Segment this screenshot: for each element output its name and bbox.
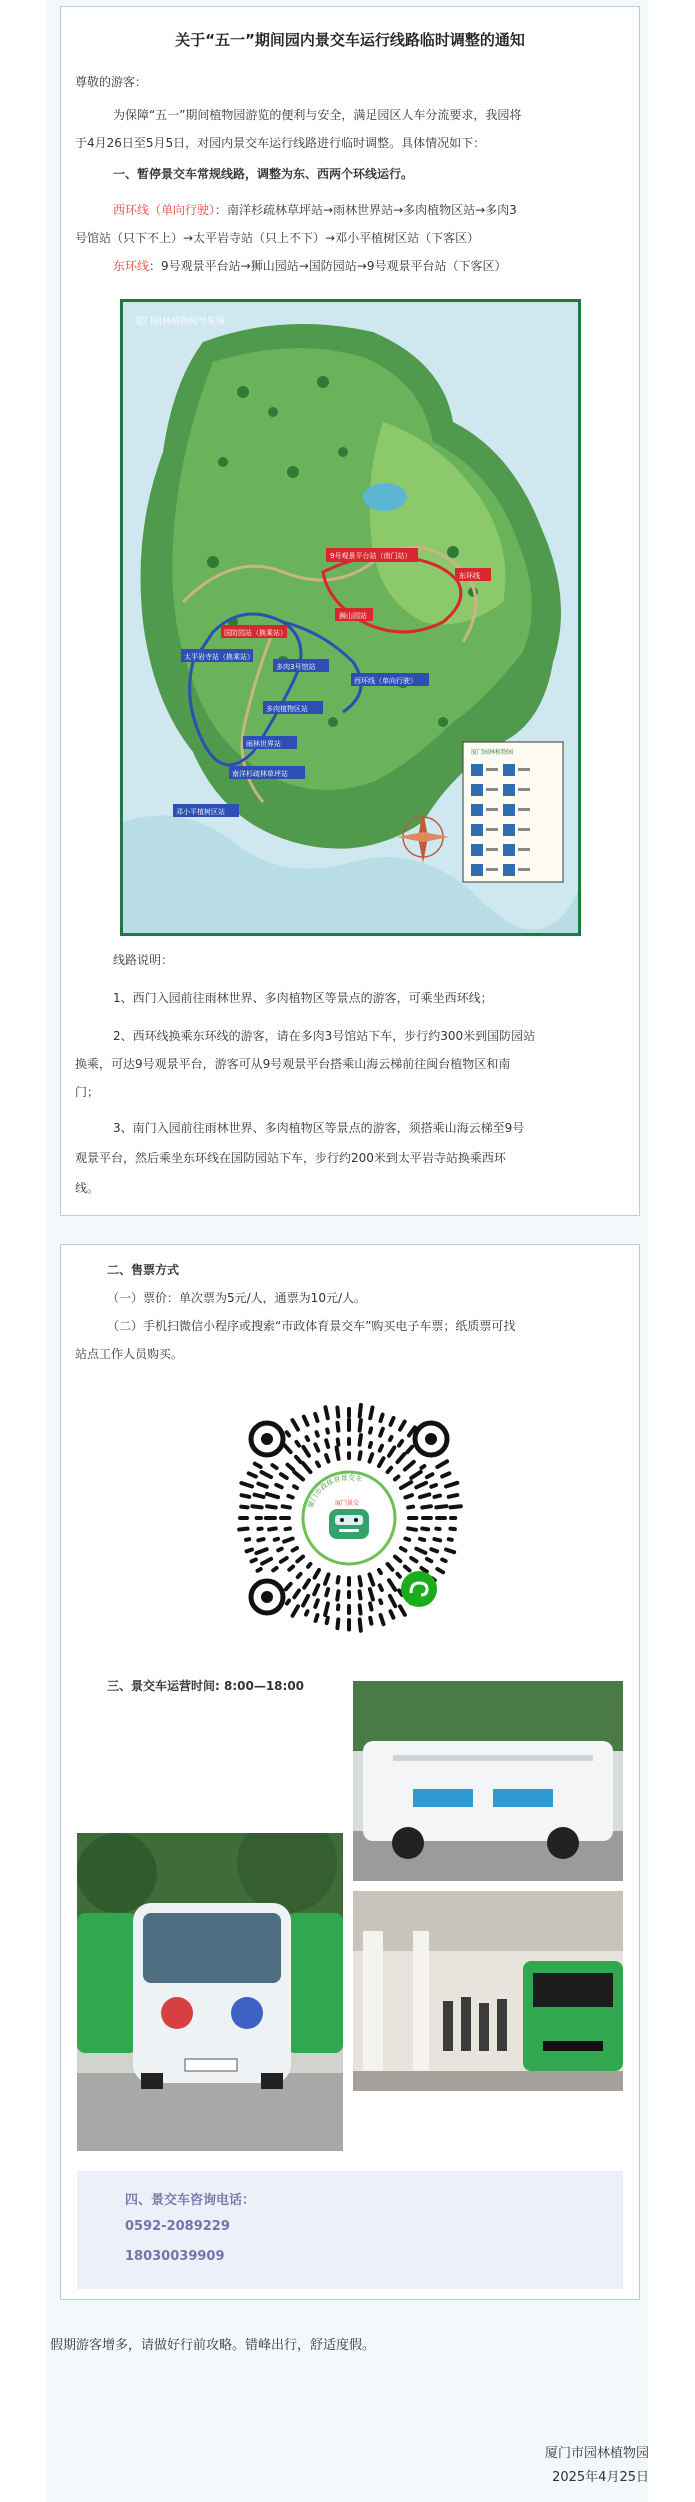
code-tick — [401, 1548, 405, 1551]
code-tick — [258, 1569, 261, 1571]
code-tick — [427, 1474, 432, 1477]
code-tick — [252, 1506, 261, 1507]
code-tick — [420, 1539, 424, 1540]
code-tick — [256, 1549, 266, 1553]
code-tick — [370, 1574, 374, 1584]
code-tick — [241, 1483, 252, 1486]
mini-program-logo-icon — [401, 1571, 437, 1607]
code-tick — [411, 1558, 416, 1561]
code-tick — [315, 1414, 317, 1421]
code-tick — [446, 1550, 454, 1553]
west-loop-label: 西环线（单向行驶） — [113, 203, 216, 217]
code-tick — [360, 1420, 361, 1431]
code-tick — [446, 1483, 457, 1487]
code-tick — [370, 1454, 373, 1461]
code-tick — [399, 1441, 402, 1446]
east-loop-label: 东环线 — [113, 259, 150, 273]
code-tick — [306, 1611, 308, 1614]
code-tick — [294, 1486, 297, 1488]
code-tick — [400, 1422, 405, 1430]
greeting: 尊敬的游客： — [75, 75, 148, 89]
code-tick — [360, 1591, 361, 1598]
code-tick — [449, 1539, 452, 1540]
code-tick — [407, 1447, 412, 1453]
contact-box — [77, 2171, 623, 2289]
code-tick — [379, 1570, 381, 1573]
code-tick — [400, 1606, 405, 1614]
code-tick — [252, 1559, 256, 1561]
code-tick — [325, 1407, 327, 1418]
code-tick — [284, 1539, 293, 1542]
park-map — [120, 299, 581, 936]
route-note-3-line-3: 线。 — [75, 1181, 100, 1195]
code-tick — [267, 1506, 276, 1507]
code-tick — [405, 1495, 412, 1497]
code-tick — [405, 1462, 414, 1470]
code-tick — [360, 1605, 361, 1613]
code-tick — [293, 1548, 297, 1551]
code-tick — [242, 1495, 250, 1497]
code-tick — [390, 1596, 395, 1606]
map-label-lion-garden: 狮山园站 — [339, 612, 367, 620]
hours-heading: 三、景交车运营时间: 8:00—18:00 — [107, 1679, 305, 1693]
ticket-card — [60, 1244, 640, 2300]
code-tick — [272, 1465, 276, 1468]
code-tick — [286, 1528, 290, 1529]
code-tick — [294, 1472, 303, 1479]
code-tick — [326, 1589, 328, 1595]
code-tick — [296, 1457, 301, 1462]
route-note-1: 1、西门入园前往雨林世界、多肉植物区等景点的游客，可乘坐西环线； — [113, 991, 493, 1005]
code-tick — [338, 1577, 339, 1582]
code-tick — [241, 1507, 247, 1508]
intro-line-2: 于4月26日至5月5日，对园内景交车运行线路进行临时调整。具体情况如下： — [75, 136, 486, 150]
route-note-3-line-2: 观景平台，然后乘坐东环线在国防园站下车，步行约200米到太平岩寺站换乘西环 — [75, 1151, 506, 1165]
west-route-text: ：南洋杉疏林草坪站→雨林世界站→多肉植物区站→多肉3 — [215, 203, 517, 217]
code-tick — [315, 1444, 318, 1450]
code-tick — [303, 1463, 311, 1472]
map-label-succulent3: 多肉3号馆站 — [276, 663, 316, 671]
code-tick — [442, 1473, 449, 1476]
code-tick — [431, 1549, 437, 1551]
code-tick — [381, 1615, 384, 1624]
code-tick — [273, 1568, 276, 1570]
code-tick — [370, 1407, 372, 1418]
bus-mascot-icon — [329, 1509, 369, 1539]
code-tick — [359, 1577, 360, 1585]
code-tick — [397, 1454, 404, 1462]
code-tick — [292, 1420, 298, 1430]
code-tick — [422, 1506, 431, 1507]
code-tick — [379, 1458, 384, 1466]
west-route-line-1 — [113, 197, 517, 224]
route-note-2-line-2: 换乘，可达9号观景平台，游客可从9号观景平台搭乘山海云梯前往闽台植物区和南 — [75, 1057, 511, 1071]
code-tick — [281, 1558, 287, 1562]
code-tick — [289, 1566, 293, 1569]
code-tick — [278, 1549, 281, 1551]
code-tick — [261, 1472, 271, 1477]
code-tick — [276, 1485, 281, 1487]
footer-date: 2025年4月25日 — [552, 2470, 649, 2485]
code-tick — [316, 1615, 318, 1621]
code-tick — [326, 1455, 328, 1462]
code-tick — [297, 1557, 303, 1562]
code-tick — [258, 1539, 263, 1540]
route-notes-heading: 线路说明： — [113, 953, 174, 967]
code-tick — [370, 1618, 371, 1624]
mini-program-code-graphic — [229, 1399, 469, 1637]
code-tick — [275, 1539, 278, 1540]
code-tick — [360, 1405, 361, 1417]
code-tick — [437, 1461, 447, 1467]
footer-note: 假期游客增多，请做好行前攻略。错峰出行，舒适度假。 — [50, 2338, 376, 2353]
code-tick — [421, 1466, 424, 1468]
code-tick — [337, 1423, 338, 1431]
map-label-west-loop: 西环线（单向行驶） — [354, 677, 417, 685]
code-tick — [287, 1465, 293, 1470]
map-label-taiping: 太平岩寺站（换乘站） — [184, 653, 254, 661]
code-tick — [281, 1474, 287, 1478]
code-tick — [450, 1506, 460, 1507]
code-tick — [434, 1496, 439, 1497]
code-tick — [380, 1446, 382, 1451]
code-tick — [249, 1473, 256, 1476]
code-tick — [337, 1408, 338, 1417]
map-label-deng-tree: 邓小平植树区站 — [176, 808, 225, 816]
photo-bus-side — [353, 1681, 623, 1881]
photo-bus-station — [353, 1891, 623, 2091]
code-tick — [262, 1559, 271, 1564]
code-tick — [287, 1601, 289, 1604]
code-tick — [317, 1462, 319, 1466]
code-tick — [298, 1574, 301, 1577]
code-tick — [408, 1507, 413, 1508]
code-tick — [380, 1585, 382, 1590]
code-tick — [390, 1437, 392, 1440]
code-tick — [370, 1428, 371, 1432]
code-tick — [337, 1447, 339, 1458]
code-tick — [370, 1443, 371, 1447]
code-tick — [325, 1574, 328, 1583]
code-tick — [327, 1429, 328, 1432]
qr-badge-text: 厦门景交 — [335, 1500, 360, 1507]
code-tick — [436, 1506, 446, 1507]
map-label-defense-garden: 国防园站（换乘站） — [224, 629, 287, 637]
contact-heading: 四、景交车咨询电话： — [125, 2193, 256, 2208]
east-route-line — [113, 253, 506, 280]
code-tick — [437, 1569, 443, 1572]
contact-phone-2[interactable]: 18030039909 — [125, 2249, 225, 2264]
code-tick — [255, 1495, 264, 1497]
code-tick — [296, 1442, 299, 1446]
tickets-heading: 二、售票方式 — [107, 1263, 180, 1277]
code-tick — [401, 1482, 411, 1488]
code-tick — [388, 1564, 393, 1570]
contact-phone-1[interactable]: 0592-2089229 — [125, 2219, 230, 2234]
code-tick — [258, 1484, 266, 1487]
ticket-buy-line-1: （二）手机扫微信小程序或搜索“市政体育景交车”购买电子车票；纸质票可找 — [107, 1319, 516, 1333]
code-tick — [380, 1429, 383, 1436]
code-tick — [315, 1600, 318, 1607]
map-label-rainforest: 雨林世界站 — [246, 740, 281, 748]
code-tick — [286, 1584, 291, 1589]
code-tick — [395, 1557, 400, 1561]
code-tick — [389, 1580, 395, 1590]
code-tick — [294, 1590, 299, 1597]
code-tick — [421, 1568, 426, 1572]
code-tick — [283, 1506, 290, 1507]
code-tick — [255, 1464, 261, 1467]
code-tick — [267, 1494, 278, 1497]
code-tick — [288, 1496, 292, 1498]
code-tick — [308, 1564, 310, 1567]
code-tick — [411, 1472, 421, 1478]
code-tick — [427, 1559, 431, 1561]
code-tick — [449, 1495, 458, 1497]
code-tick — [405, 1539, 409, 1540]
code-tick — [405, 1566, 410, 1570]
ticket-buy-line-2: 站点工作人员购买。 — [75, 1347, 184, 1361]
code-tick — [239, 1529, 247, 1530]
code-tick — [390, 1611, 393, 1617]
code-tick — [325, 1603, 328, 1615]
code-tick — [431, 1485, 436, 1487]
code-tick — [370, 1589, 373, 1600]
code-tick — [307, 1437, 309, 1440]
code-tick — [416, 1549, 425, 1553]
code-tick — [359, 1452, 360, 1459]
code-tick — [287, 1432, 289, 1435]
code-tick — [304, 1580, 309, 1587]
code-tick — [360, 1435, 361, 1445]
code-tick — [422, 1529, 428, 1530]
code-tick — [269, 1529, 276, 1530]
code-tick — [247, 1550, 252, 1552]
route-note-3-line-1: 3、南门入园前往雨林世界、多肉植物区等景点的游客，须搭乘山海云梯至9号 — [113, 1121, 525, 1135]
section1-heading: 一、暂停景交车常规线路，调整为东、西两个环线运行。 — [113, 167, 414, 181]
map-label-araucaria: 南洋杉疏林草坪站 — [232, 770, 288, 778]
intro-line-1: 为保障“五一”期间植物园游览的便利与安全，满足园区人车分流要求，我园将 — [113, 108, 522, 122]
code-tick — [284, 1444, 291, 1452]
code-tick — [338, 1439, 339, 1444]
notice-card — [60, 6, 640, 1216]
map-label-east-loop: 东环线 — [459, 572, 480, 580]
code-tick — [397, 1574, 399, 1577]
code-tick — [408, 1528, 416, 1529]
code-tick — [416, 1483, 426, 1487]
map-label-succulent-zone: 多肉植物区站 — [266, 705, 308, 713]
code-tick — [293, 1606, 298, 1615]
code-tick — [337, 1619, 338, 1628]
code-tick — [337, 1591, 338, 1599]
code-tick — [303, 1447, 309, 1456]
west-route-line-2: 号馆站（只下不上）→太平岩寺站（只上不下）→邓小平植树区站（下客区） — [75, 231, 480, 245]
code-tick — [314, 1585, 318, 1594]
ticket-price: （一）票价：单次票为5元/人，通票为10元/人。 — [107, 1291, 366, 1305]
route-note-2-line-1: 2、西环线换乘东环线的游客，请在多肉3号馆站下车，步行约300米到国防园站 — [113, 1029, 536, 1043]
photo-bus-front — [77, 1833, 343, 2151]
code-tick — [327, 1618, 328, 1623]
mini-program-code[interactable] — [229, 1399, 469, 1637]
code-tick — [303, 1596, 308, 1606]
code-tick — [370, 1603, 371, 1609]
park-map-illustration — [123, 302, 578, 933]
code-tick — [395, 1477, 398, 1480]
code-tick — [389, 1447, 394, 1455]
code-tick — [420, 1494, 429, 1497]
code-tick — [246, 1539, 249, 1540]
code-tick — [315, 1570, 319, 1578]
code-tick — [442, 1559, 445, 1561]
map-title: 厦门园林植物园导览图 — [135, 317, 226, 327]
map-legend — [463, 742, 563, 882]
code-tick — [434, 1539, 440, 1540]
footer-org: 厦门市园林植物园 — [544, 2446, 649, 2461]
route-note-2-line-3: 门； — [75, 1085, 100, 1099]
code-tick — [304, 1417, 308, 1425]
code-tick — [326, 1440, 328, 1447]
map-label-platform9: 9号观景平台站（南门站） — [330, 552, 412, 560]
code-tick — [388, 1468, 392, 1472]
code-tick — [360, 1619, 361, 1630]
qr-arc-caption: 厦门市政体育景交车 — [306, 1473, 364, 1510]
legend-title: 厦门园林植物园 — [471, 749, 514, 756]
code-tick — [390, 1418, 393, 1425]
code-tick — [381, 1415, 383, 1421]
code-tick — [316, 1432, 317, 1435]
notice-title: 关于“五一”期间园内景交车运行线路临时调整的通知 — [175, 31, 525, 49]
code-tick — [380, 1600, 381, 1603]
east-route-text: ：9号观景平台站→狮山园站→国防园站→9号观景平台站（下客区） — [149, 259, 507, 273]
